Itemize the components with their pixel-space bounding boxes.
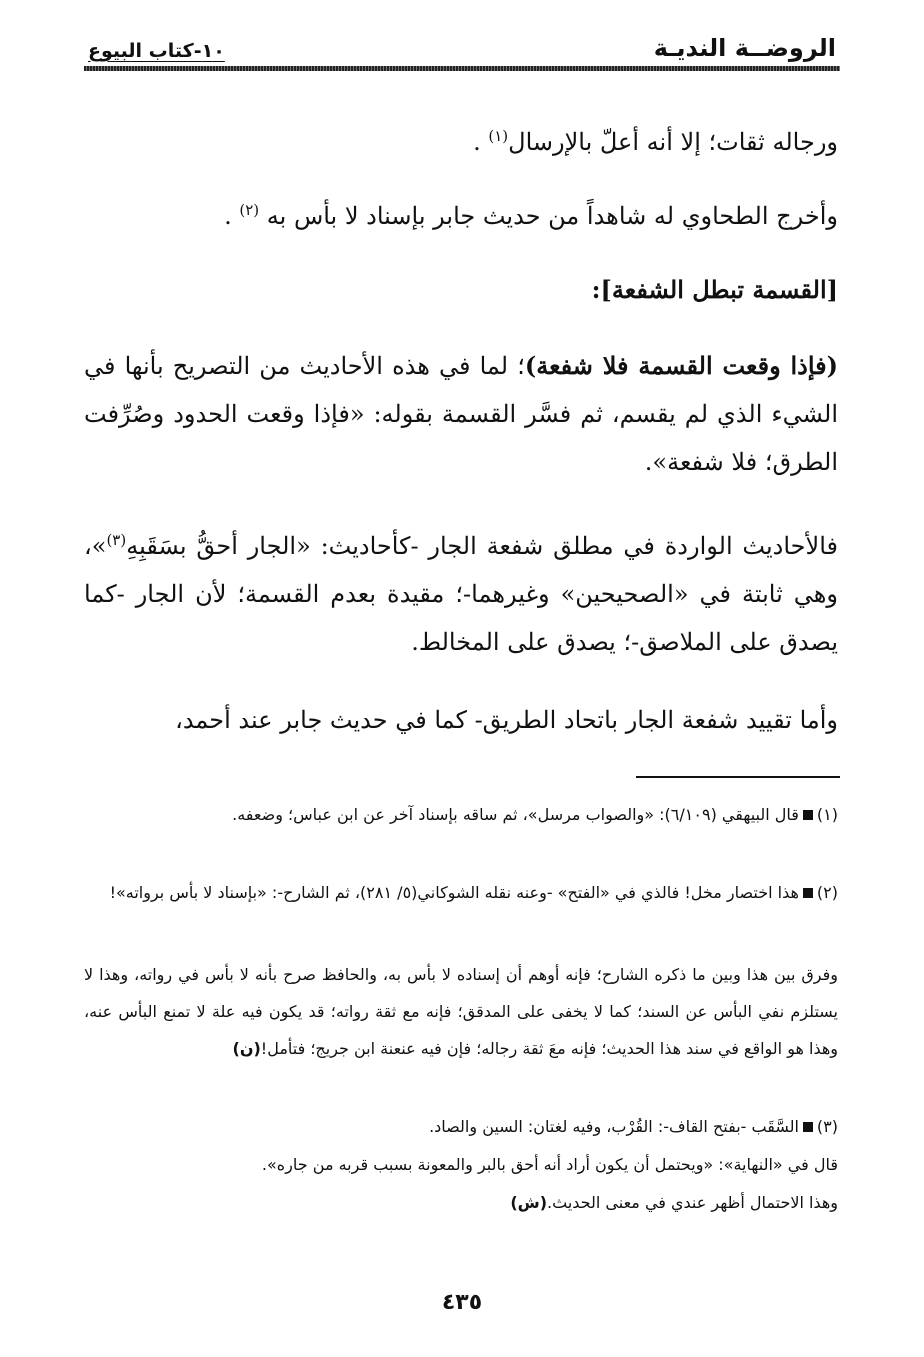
footnote-ref-1: (١): [488, 127, 509, 145]
footnote-separator: [636, 776, 840, 778]
footnote-2-continuation: وفرق بين هذا وبين ما ذكره الشارح؛ فإنه أوهم أن إسناده لا بأس به، والحافظ صرح بأنه لا بأس في رواته، وهذا لا يستلزم نفي البأس عن السند؛ كما لا يخفى على المدقق؛ فإنه مع ثقة رواته؛ قد يكون فيه علة لا تمنع البأس عنه، وهذا هو الواقع في سند هذا الحديث؛ فإنه معَ ثقة رجاله؛ فإن فيه عنعنة ابن جريج؛ فتأمل!(ن): [84, 965, 838, 1058]
header-rule: [84, 66, 840, 71]
paragraph-2: وأخرج الطحاوي له شاهداً من حديث جابر بإسناد لا بأس به $^{(٢)}$ .: [224, 201, 838, 230]
footnote-3-quote: قال في «النهاية»: «ويحتمل أن يكون أراد أنه أحق بالبر والمعونة بسبب قربه من جاره».: [261, 1155, 838, 1174]
square-bullet-icon: [803, 1122, 813, 1132]
chapter-title: ١٠-كتاب البيوع: [88, 40, 225, 62]
square-bullet-icon: [803, 810, 813, 820]
square-bullet-icon: [803, 888, 813, 898]
footnote-3: (٣)السَّقَب -بفتح القاف-: القُرْب، وفيه لغتان: السين والصاد.: [429, 1117, 838, 1136]
paragraph-1: ورجاله ثقات؛ إلا أنه أعلّ بالإرسال$^{(١)}$ .: [473, 127, 838, 156]
paragraph-4: (فإذا وقعت القسمة فلا شفعة)؛ لما في هذه الأحاديث من التصريح بأنها في الشيء الذي لم يقسم، ثم فسَّر القسمة بقوله: «فإذا وقعت الحدود وصُرِّفت الطرق؛ فلا شفعة».: [84, 351, 839, 476]
footnote-3-note: وهذا الاحتمال أظهر عندي في معنى الحديث.(ش): [510, 1193, 838, 1212]
footnote-1: (١)قال البيهقي (٦/١٠٩): «والصواب مرسل»، ثم ساقه بإسناد آخر عن ابن عباس؛ وضعفه.: [232, 805, 838, 824]
section-heading: [القسمة تبطل الشفعة]:: [591, 275, 838, 304]
footnote-ref-2: (٢): [239, 201, 260, 219]
paragraph-6: وأما تقييد شفعة الجار باتحاد الطريق- كما في حديث جابر عند أحمد،: [175, 706, 838, 734]
footnote-2: (٢)هذا اختصار مخل! فالذي في «الفتح» -وعنه نقله الشوكاني(٥/ ٢٨١)، ثم الشارح-: «بإسناد لا بأس برواته»!: [109, 883, 838, 902]
running-header: [88, 22, 836, 62]
page-number: ٤٣٥: [441, 1290, 483, 1315]
book-title: الروضــة النديـة: [653, 34, 836, 62]
paragraph-5: فالأحاديث الواردة في مطلق شفعة الجار -كأحاديث: «الجار أحقُّ بسَقَبِهِ$^{(٣)}$»، وهي ثابتة في «الصحيحين» وغيرهما-؛ مقيدة بعدم القسمة؛ لأن الجار -كما يصدق على الملاصق-؛ يصدق على المخالط.: [84, 531, 838, 656]
matn-text: (فإذا وقعت القسمة فلا شفعة): [524, 351, 839, 380]
footnote-ref-3: (٣): [106, 531, 127, 549]
